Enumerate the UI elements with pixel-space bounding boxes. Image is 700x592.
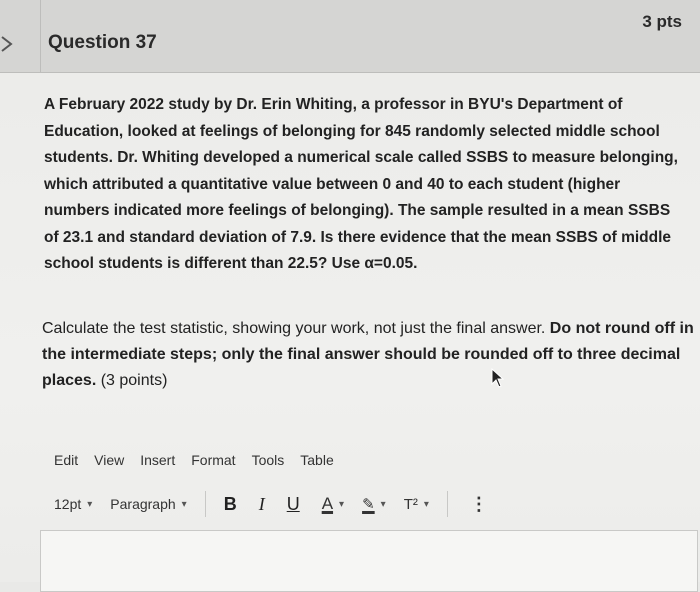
superscript-icon: T² [403, 495, 418, 513]
more-options-icon[interactable]: ⋮ [469, 493, 488, 514]
chevron-down-icon: ▾ [87, 498, 93, 510]
highlight-button[interactable] [362, 495, 386, 513]
question-points: 3 pts [642, 12, 682, 31]
toolbar-divider [447, 491, 448, 517]
menu-tools[interactable]: Tools [251, 452, 285, 468]
editor-menubar [54, 452, 334, 468]
question-title: Question 37 [48, 32, 157, 53]
menu-view[interactable]: View [94, 452, 125, 468]
italic-button[interactable]: I [258, 493, 265, 514]
instruction-normal-1: Calculate the test statistic, showing your work, not just the final answer. [42, 320, 550, 337]
highlight-icon: ✎ [362, 496, 375, 513]
problem-text: A February 2022 study by Dr. Erin Whiting, a professor in BYU's Department of Education, looked at feelings of belonging for 845 randomly selected middle school students. Dr. Whiting developed a numerical scale called SSBS to measure belonging, which attributed a quantitative value between 0 and 40 to each student (higher numbers indicated more feelings of belonging). The sample resulted in a mean SSBS of 23.1 and standard deviation of 7.9. Is there evidence that the mean SSBS of middle school students is different than 22.5? Use α=0.05. [44, 96, 678, 272]
answer-editor[interactable] [40, 530, 698, 592]
font-size-value: 12pt [54, 496, 82, 512]
header-divider [40, 0, 41, 72]
instruction-normal-2: (3 points) [96, 372, 168, 389]
mouse-pointer-icon [491, 368, 505, 388]
underline-button[interactable]: U [286, 493, 300, 514]
font-size-select[interactable] [54, 496, 92, 512]
text-color-icon: A [321, 494, 334, 513]
menu-format[interactable]: Format [191, 452, 236, 468]
menu-table[interactable]: Table [300, 452, 334, 468]
chevron-down-icon: ▾ [339, 498, 345, 510]
toolbar-divider [205, 491, 206, 517]
chevron-down-icon: ▾ [181, 498, 187, 510]
block-format-select[interactable] [110, 496, 186, 512]
menu-edit[interactable]: Edit [54, 452, 79, 468]
instruction-bold: Do not round off in the intermediate steps; only the final answer should be rounded off to three decimal places. [42, 320, 694, 389]
chevron-right-icon[interactable] [0, 36, 16, 52]
text-color-button[interactable] [322, 494, 344, 514]
chevron-down-icon: ▾ [380, 498, 386, 510]
superscript-button[interactable] [404, 496, 429, 513]
bold-button[interactable]: B [223, 493, 237, 514]
editor-toolbar [54, 490, 614, 518]
block-format-value: Paragraph [110, 496, 176, 512]
instruction-text [42, 316, 697, 394]
menu-insert[interactable]: Insert [140, 452, 176, 468]
chevron-down-icon: ▾ [423, 498, 429, 510]
